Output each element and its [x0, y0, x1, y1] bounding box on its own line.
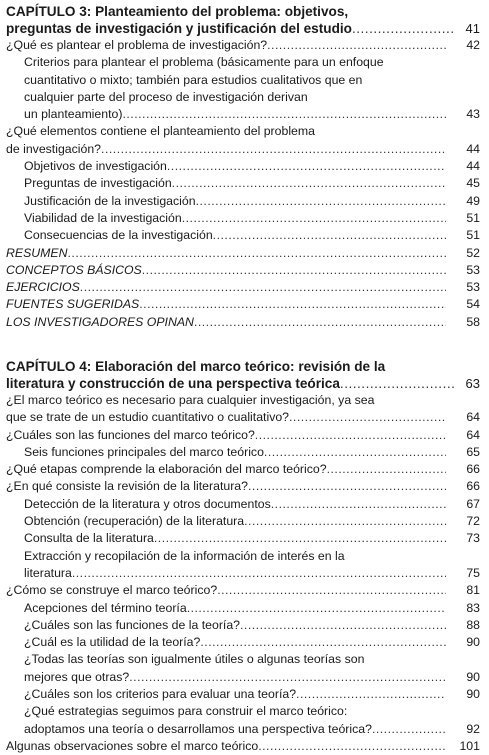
toc-entry[interactable]: [6, 158, 486, 175]
dot-leader: [154, 530, 446, 547]
toc-entry-line: [24, 54, 446, 71]
toc-entry[interactable]: [6, 175, 486, 192]
toc-entry-line: [24, 89, 446, 106]
toc-entry-text: cuantitativo o mixto; también para estudios cualitativos que en: [24, 72, 363, 87]
dot-leader: [327, 461, 446, 478]
toc-entry[interactable]: [6, 582, 486, 599]
page-number: 90: [466, 687, 480, 702]
page-number: 67: [466, 496, 480, 511]
toc-entry[interactable]: [6, 392, 486, 427]
toc-entry-text: ¿Qué estrategias seguimos para construir el marco teórico:: [24, 704, 348, 719]
toc-entry-line: [24, 158, 446, 175]
toc-entry[interactable]: [6, 444, 486, 461]
toc-entry[interactable]: [6, 703, 486, 738]
toc-entry-text: FUENTES SUGERIDAS: [6, 297, 140, 312]
dot-leader: [244, 513, 446, 530]
toc-entry-text: un planteamiento): [24, 107, 123, 122]
toc-entry[interactable]: [6, 210, 486, 227]
toc-entry-line: [6, 427, 446, 444]
dot-leader: [240, 617, 446, 634]
page-number: 73: [466, 531, 480, 546]
toc-entry-line: [6, 478, 446, 495]
toc-entry-text: ¿El marco teórico es necesario para cualquier investigación, ya sea: [6, 393, 375, 407]
toc-entry-line: [6, 582, 446, 599]
page-number: 41: [465, 21, 480, 36]
dot-leader: [72, 565, 446, 582]
dot-leader: [217, 582, 446, 599]
toc-entry-line: [24, 72, 446, 89]
dot-leader: [142, 262, 446, 279]
toc-entry-text: ¿Cómo se construye el marco teórico?: [6, 583, 218, 598]
page-number: 49: [466, 193, 480, 208]
toc-entry-text: ¿En qué consiste la revisión de la literatura?: [6, 479, 248, 494]
dot-leader: [122, 106, 446, 123]
page-number: 81: [466, 583, 480, 598]
toc-entry[interactable]: [6, 37, 486, 54]
toc-entry-text: adoptamos una teoría o desarrollamos una perspectiva teórica?: [24, 721, 372, 736]
dot-leader: [248, 478, 446, 495]
page-number: 53: [466, 262, 480, 277]
toc-entry-text: EJERCICIOS: [6, 280, 80, 295]
page-number: 65: [466, 444, 480, 459]
dot-leader: [187, 600, 446, 617]
page-number: 101: [459, 738, 480, 753]
page-number: 45: [466, 176, 480, 191]
toc-entry-text: LOS INVESTIGADORES OPINAN: [6, 314, 194, 329]
toc-entry-text: de investigación?: [6, 141, 102, 156]
toc-entry-text: Preguntas de investigación: [24, 176, 172, 191]
toc-entry-text: Algunas observaciones sobre el marco teórico: [6, 738, 259, 753]
toc-entry[interactable]: [6, 496, 486, 513]
toc-entry[interactable]: [6, 123, 486, 158]
page-number: 58: [466, 314, 480, 329]
toc-entry[interactable]: [6, 651, 486, 686]
toc-entry-text: Consecuencias de la investigación: [24, 228, 213, 243]
toc-entry-text: ¿Cuál es la utilidad de la teoría?: [24, 635, 201, 650]
dot-leader: [139, 296, 446, 313]
chapter-title-line: CAPÍTULO 3: Planteamiento del problema: objetivos,: [6, 4, 349, 19]
page-number: 66: [466, 479, 480, 494]
toc-entry[interactable]: [6, 427, 486, 444]
page-number: 72: [466, 514, 480, 529]
toc-entry-line: [6, 409, 446, 426]
page-number: 63: [465, 376, 480, 391]
page-number: 90: [466, 635, 480, 650]
toc-entry[interactable]: [6, 461, 486, 478]
dot-leader: [267, 37, 446, 54]
toc-entry[interactable]: [6, 617, 486, 634]
toc-entry-text: ¿Todas las teorías son igualmente útiles o algunas teorías son: [24, 652, 365, 667]
toc-entry[interactable]: [6, 600, 486, 617]
toc-entry[interactable]: [6, 227, 486, 244]
chapter-title-line: [6, 20, 454, 37]
toc-entry[interactable]: [6, 314, 486, 331]
toc-entry-text: RESUMEN: [6, 245, 68, 260]
toc-entry-line: [24, 496, 446, 513]
toc-entry[interactable]: [6, 686, 486, 703]
toc-entry-text: CONCEPTOS BÁSICOS: [6, 262, 142, 277]
chapter-title-text: preguntas de investigación y justificación del estudio: [6, 21, 352, 36]
toc-entry-line: [6, 296, 446, 313]
page-number: 90: [466, 669, 480, 684]
toc-entry-line: [6, 141, 446, 158]
toc-entry-line: [24, 548, 446, 565]
dot-leader: [200, 634, 446, 651]
dot-leader: [264, 444, 446, 461]
toc-entry-line: [24, 703, 446, 720]
toc-entry-line: [24, 686, 446, 703]
toc-entry-line: [24, 175, 446, 192]
toc-entry-text: Extracción y recopilación de la información de interés en la: [24, 548, 345, 563]
page-number: 42: [466, 38, 480, 52]
toc-entry-line: [6, 123, 446, 140]
dot-leader: [68, 245, 447, 262]
toc-entry-line: [6, 738, 446, 755]
toc-entry-line: [24, 721, 446, 738]
dot-leader: [258, 738, 446, 755]
toc-entry-text: mejores que otras?: [24, 669, 130, 684]
toc-entry-text: Detección de la literatura y otros documentos: [24, 496, 271, 511]
page-number: 75: [466, 565, 480, 580]
toc-entry-line: [6, 279, 446, 296]
toc-entry-line: [24, 530, 446, 547]
dot-leader: [182, 210, 446, 227]
toc-entry[interactable]: [6, 634, 486, 651]
page-number: 44: [466, 159, 480, 174]
page-number: 44: [466, 141, 480, 156]
toc-entry[interactable]: [6, 193, 486, 210]
dot-leader: [372, 721, 446, 738]
toc-entry-text: que se trate de un estudio cuantitativo o cualitativo?: [6, 410, 290, 425]
toc-entry-line: [6, 392, 446, 409]
page-number: 83: [466, 600, 480, 615]
dot-leader: [213, 227, 446, 244]
chapter-title-line: CAPÍTULO 4: Elaboración del marco teórico: revisión de la: [6, 359, 386, 374]
toc-entry-text: Justificación de la investigación: [24, 193, 196, 208]
toc-entry-line: [24, 634, 446, 651]
toc-entry-line: [24, 617, 446, 634]
toc-entry-text: ¿Cuáles son los criterios para evaluar una teoría?: [24, 687, 297, 702]
toc-entry-line: [24, 513, 446, 530]
page-number: 92: [466, 721, 480, 736]
toc-entry[interactable]: [6, 478, 486, 495]
chapter-title-text: literatura y construcción de una perspectiva teórica: [6, 376, 340, 391]
toc-entry[interactable]: [6, 54, 486, 123]
dot-leader: [352, 20, 454, 37]
page-number: 51: [466, 228, 480, 243]
chapter-4-section: [6, 358, 486, 755]
toc-entry-text: Seis funciones principales del marco teórico: [24, 444, 264, 459]
dot-leader: [80, 279, 446, 296]
toc-entry-line: [24, 193, 446, 210]
page-number: 54: [466, 297, 480, 312]
dot-leader: [340, 375, 454, 392]
page-number: 51: [466, 210, 480, 225]
page-number: 88: [466, 617, 480, 632]
page-number: 64: [466, 427, 480, 442]
page-number: 64: [466, 410, 480, 425]
chapter-title-line: [6, 375, 454, 392]
toc-entry[interactable]: [6, 513, 486, 530]
dot-leader: [296, 686, 446, 703]
toc-entry-text: ¿Qué es plantear el problema de investigación?: [6, 38, 268, 52]
toc-entry-text: Consulta de la literatura: [24, 531, 154, 546]
toc-entry-text: Acepciones del término teoría: [24, 600, 187, 615]
toc-entry-text: ¿Qué elementos contiene el planteamiento del problema: [6, 124, 315, 139]
toc-entry-text: Viabilidad de la investigación: [24, 210, 182, 225]
toc-entry-line: [6, 245, 446, 262]
toc-entry-line: [6, 314, 446, 331]
toc-entry-line: [24, 210, 446, 227]
toc-entry[interactable]: [6, 245, 486, 262]
toc-entry[interactable]: [6, 262, 486, 279]
toc-entry[interactable]: [6, 279, 486, 296]
dot-leader: [196, 193, 446, 210]
toc-entry-line: [24, 565, 446, 582]
toc-entry-text: ¿Cuáles son las funciones del marco teórico?: [6, 427, 255, 442]
page-number: 53: [466, 280, 480, 295]
dot-leader: [255, 427, 446, 444]
toc-entry-text: cualquier parte del proceso de investigación derivan: [24, 89, 308, 104]
chapter-title: [6, 358, 486, 392]
toc-entry-text: ¿Cuáles son las funciones de la teoría?: [24, 617, 241, 632]
toc-entry-line: [6, 262, 446, 279]
toc-entry-line: [6, 37, 446, 54]
toc-entry-line: [6, 461, 446, 478]
toc-entry-line: [24, 651, 446, 668]
toc-entry-text: literatura: [24, 565, 72, 580]
toc-entry-text: Objetivos de investigación: [24, 159, 167, 174]
dot-leader: [101, 141, 446, 158]
chapter-title: [6, 3, 486, 37]
dot-leader: [167, 158, 446, 175]
toc-entry[interactable]: [6, 530, 486, 547]
dot-leader: [129, 669, 446, 686]
dot-leader: [271, 496, 446, 513]
toc-entry-text: Criterios para plantear el problema (básicamente para un enfoque: [24, 55, 384, 70]
toc-entry[interactable]: [6, 296, 486, 313]
toc-entry[interactable]: [6, 738, 486, 755]
toc-entry-line: [24, 669, 446, 686]
page-number: 52: [466, 245, 480, 260]
toc-entry-text: Obtención (recuperación) de la literatura: [24, 514, 245, 529]
toc-entry-line: [24, 227, 446, 244]
dot-leader: [194, 314, 446, 331]
toc-entry-line: [24, 444, 446, 461]
toc-entry-line: [24, 600, 446, 617]
toc-entry-line: [24, 106, 446, 123]
toc-entry[interactable]: [6, 548, 486, 583]
dot-leader: [289, 409, 446, 426]
dot-leader: [172, 175, 446, 192]
toc-entry-text: ¿Qué etapas comprende la elaboración del marco teórico?: [6, 462, 327, 477]
page-number: 66: [466, 462, 480, 477]
chapter-3-section: [6, 3, 486, 331]
page-number: 43: [466, 107, 480, 122]
